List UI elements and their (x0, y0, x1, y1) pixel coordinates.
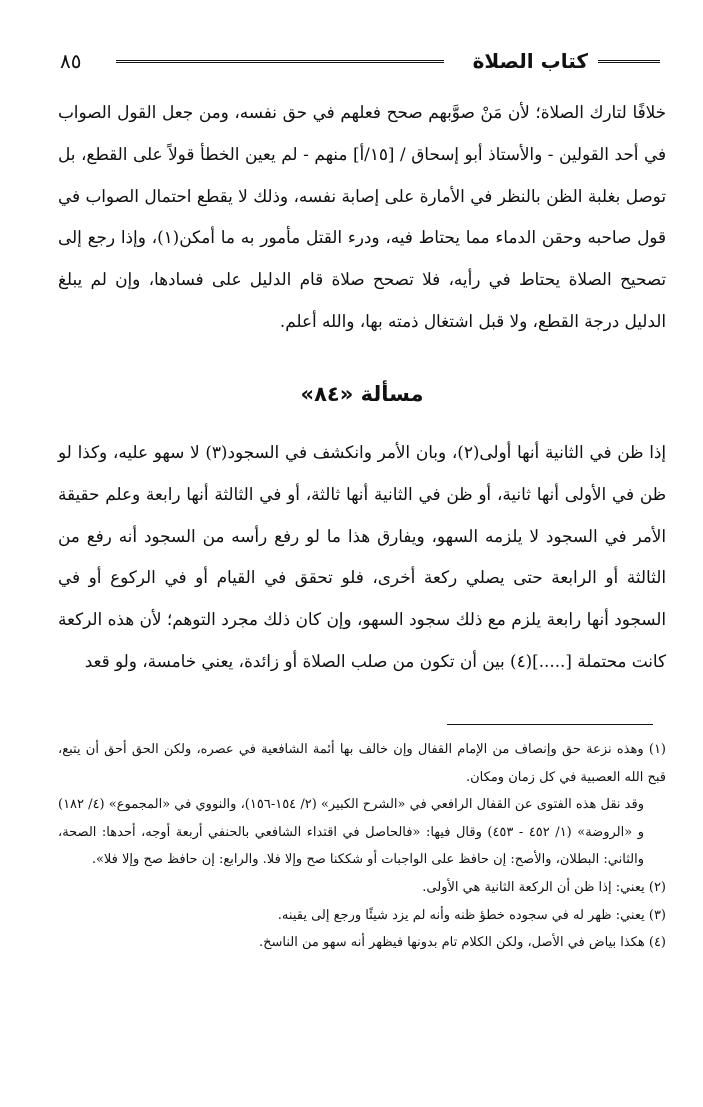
header-rule-left (116, 60, 444, 63)
main-text-block-1 (58, 92, 666, 343)
footnote-1-continued: وقد نقل هذه الفتوى عن القفال الرافعي في «الشرح الكبير» (٢/ ١٥٤-١٥٦)، والنووي في «المجموع» (٤/ ١٨٢) و «الروضة» (١/ ٤٥٢ - ٤٥٣) وقال فيها: «فالحاصل في اقتداء الشافعي بالحنفي أربعة أوجه، أحدها: الصحة، والثاني: البطلان، والأصح: إن حافظ على الواجبات أو شككنا صح وإلا فلا. والرابع: إن حافظ صح وإلا فلا». (58, 797, 644, 868)
header-rule-right (598, 60, 660, 63)
chapter-title: كتاب الصلاة (467, 44, 594, 78)
footnote-3: (٣) يعني: ظهر له في سجوده خطؤ ظنه وأنه لم يزد شيئًا ورجع إلى يقينه. (277, 907, 666, 923)
paragraph: إذا ظن في الثانية أنها أولى(٢)، وبان الأمر وانكشف في السجود(٣) لا سهو عليه، وكذا لو ظن في الأولى أنها ثانية، أو ظن في الثانية أنها ثالثة، أو في الثالثة أنها رابعة وعلم حقيقة الأمر في السجود لا يلزمه السهو، ويفارق هذا ما لو رفع رأسه من السجود أنه رفع من الثالثة أو الرابعة حتى يصلي ركعة أخرى، فلو تحقق في القيام أو في الركوع أو في السجود أنها رابعة يلزم مع ذلك سجود السهو، وإن كان ذلك مجرد التوهم؛ لأن هذه الركعة كانت محتملة [.....](٤) بين أن تكون من صلب الصلاة أو زائدة، يعني خامسة، ولو قعد (58, 442, 666, 671)
footnote-2: (٢) يعني: إذا ظن أن الركعة الثانية هي الأولى. (422, 879, 666, 895)
footnote-1: (١) وهذه نزعة حق وإنصاف من الإمام القفال وإن خالف بها أئمة الشافعية في عصره، ولكن الحق أحق أن يتبع، قبح الله العصبية في كل زمان ومكان. (58, 742, 666, 785)
footnote-separator (447, 724, 653, 725)
page-number: ٨٥ (60, 49, 82, 73)
running-header (58, 44, 664, 80)
issue-heading: مسألة «٨٤» (300, 382, 424, 406)
paragraph: خلافًا لتارك الصلاة؛ لأن مَنْ صوَّبهم صحح فعلهم في حق نفسه، ومن جعل القول الصواب في أحد القولين - والأستاذ أبو إسحاق / [١٥/أ] منهم - لم يعين الخطأ قولاً على القطع، بل توصل بغلبة الظن بالنظر في الأمارة على إصابة نفسه، وذلك لا يقطع احتمال الصواب في قول صاحبه وحقن الدماء مما يحتاط فيه، ودرء القتل مأمور به ما أمكن(١)، وإذا رجع إلى تصحيح الصلاة يحتاط في رأيه، فلا تصحح صلاة قام الدليل على فسادها، وإن لم يبلغ الدليل درجة القطع، ولا قبل اشتغال ذمته بها، والله أعلم. (58, 102, 666, 331)
main-text-block-2 (58, 432, 666, 683)
footnotes (58, 736, 666, 957)
footnote-4: (٤) هكذا بياض في الأصل، ولكن الكلام تام بدونها فيظهر أنه سهو من الناسخ. (259, 935, 666, 951)
